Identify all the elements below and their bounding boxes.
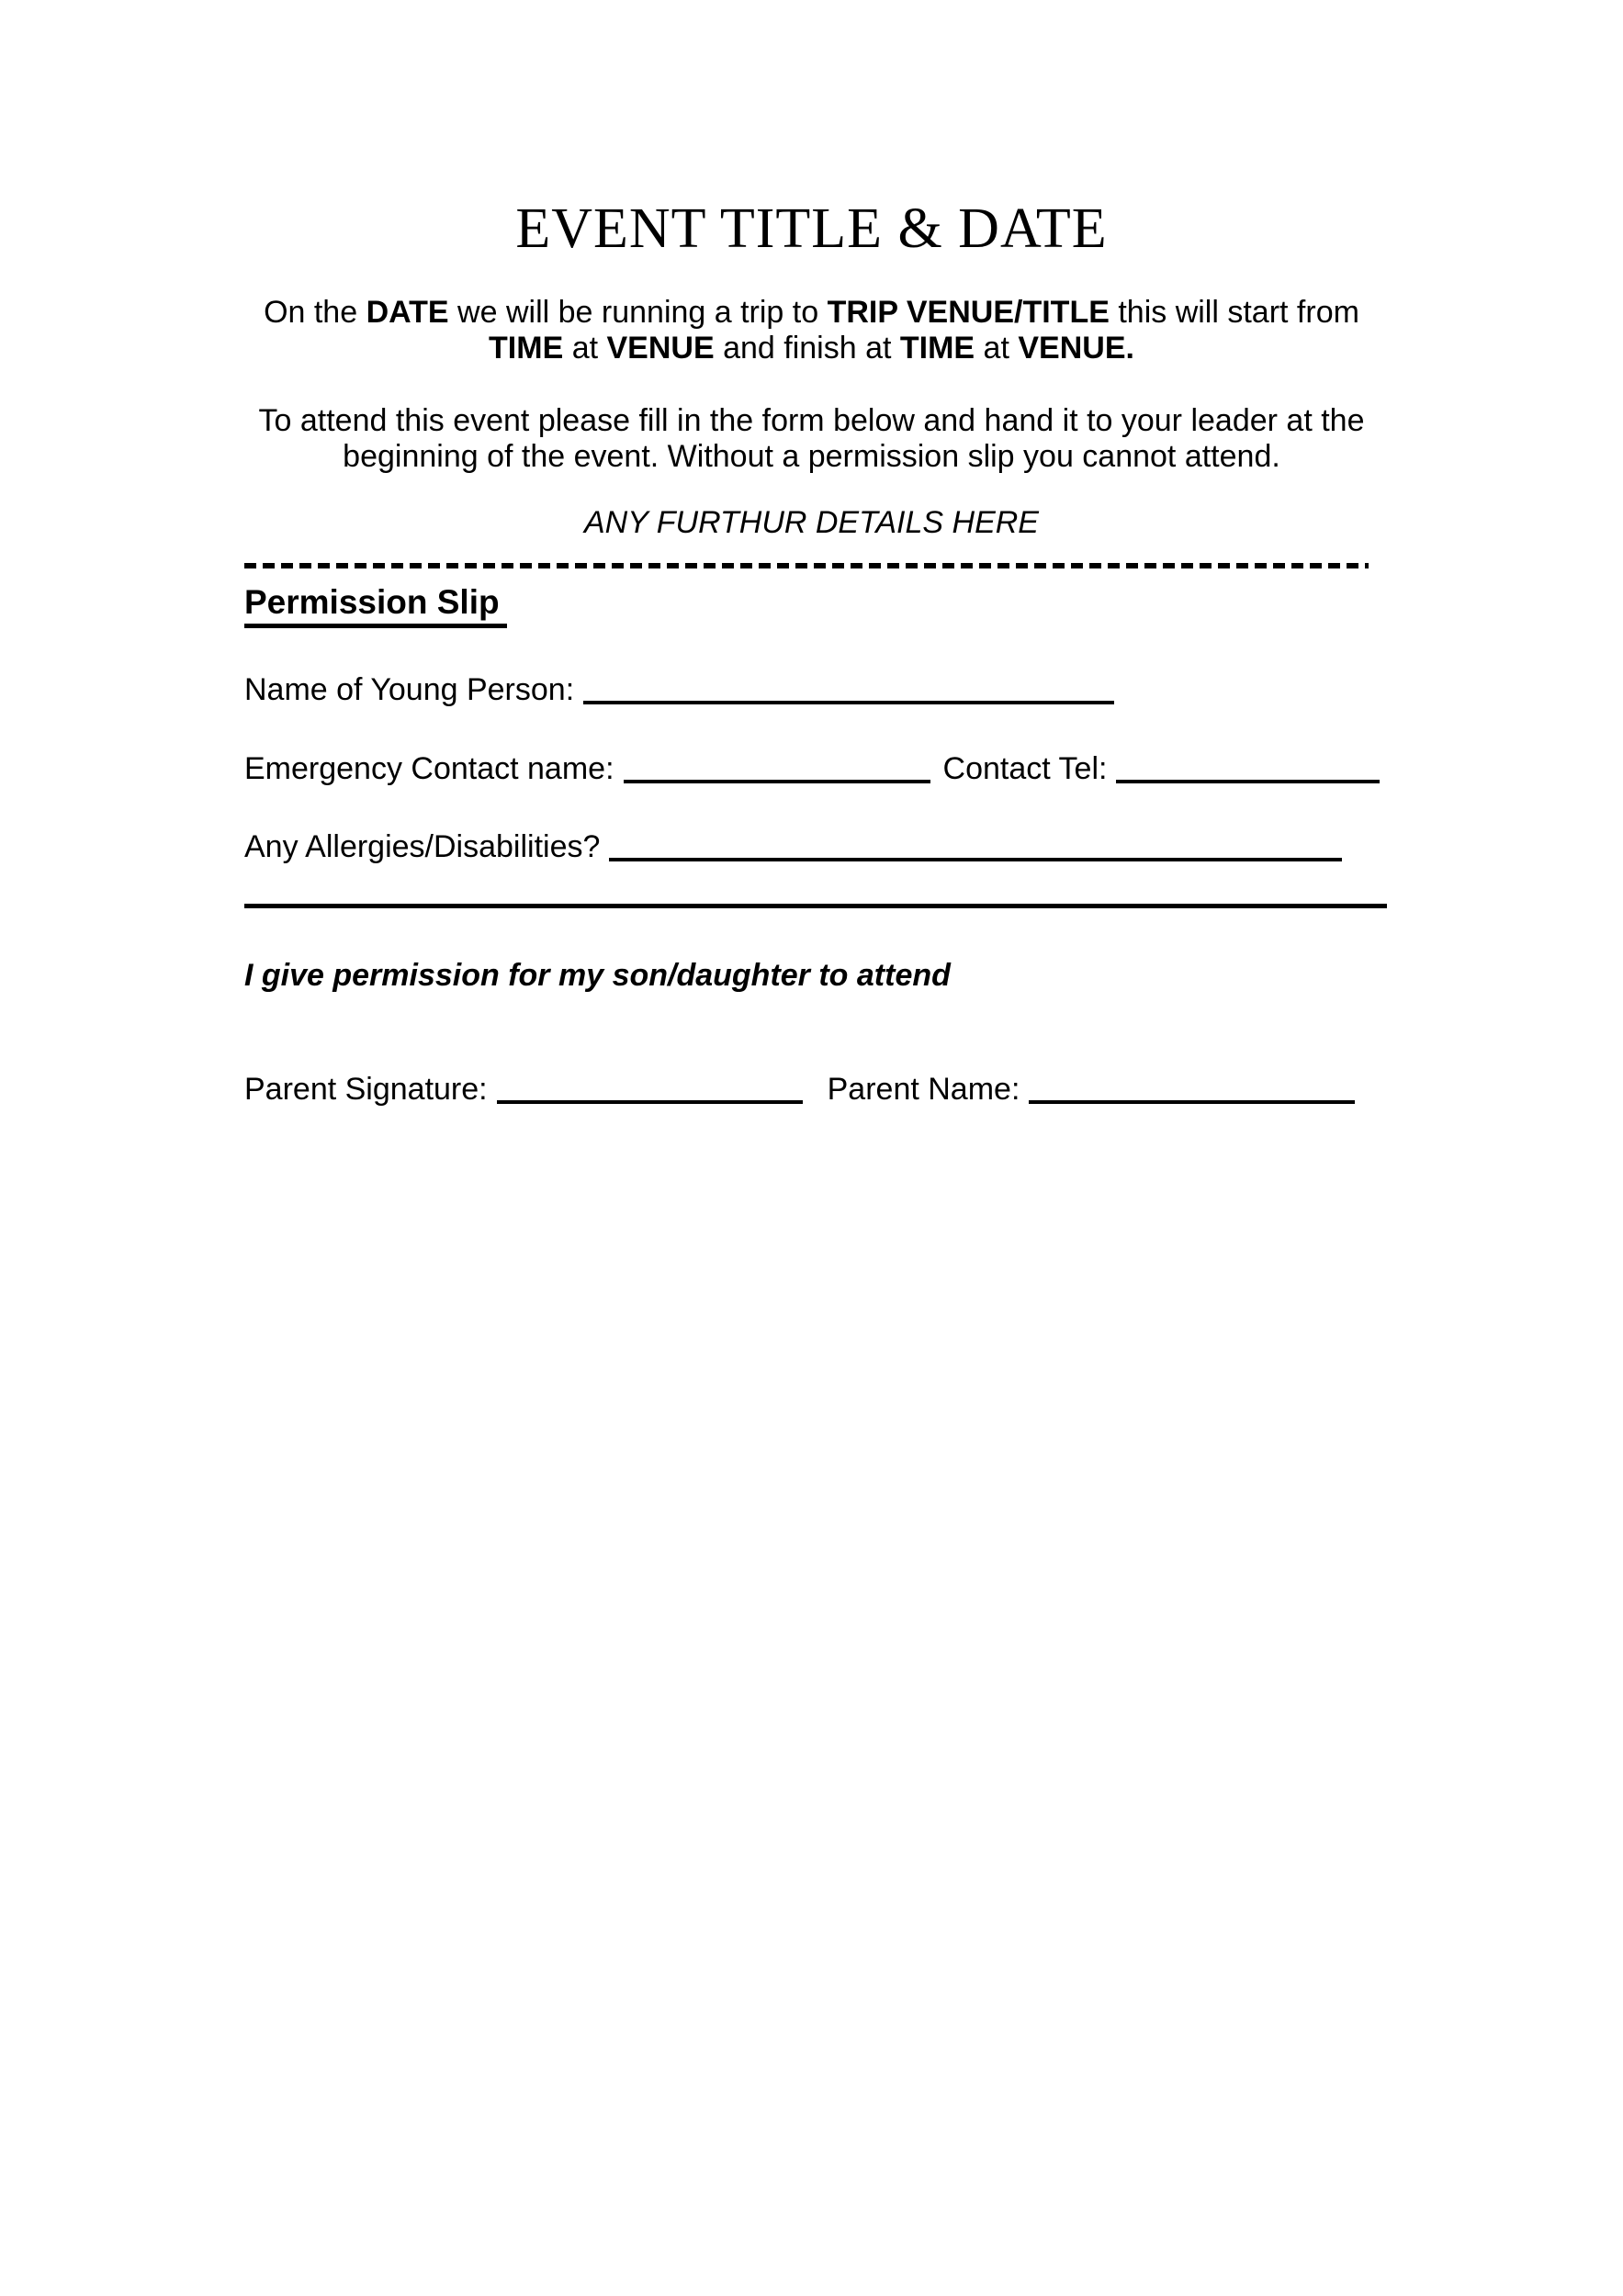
parent-signature-label: Parent Signature:: [244, 1072, 488, 1107]
parent-row: [244, 1069, 1382, 1107]
parent-name-label: Parent Name:: [827, 1072, 1020, 1107]
intro-line-2: TIME at VENUE and finish at TIME at VENUE.: [489, 331, 1134, 366]
parent-name-blank[interactable]: [1029, 1069, 1355, 1104]
attend-instructions-paragraph: [155, 403, 1469, 475]
permission-statement: I give permission for my son/daughter to attend: [244, 958, 951, 993]
intro-paragraph: [155, 295, 1469, 366]
emergency-contact-name-label: Emergency Contact name:: [244, 751, 614, 786]
allergies-disabilities-label: Any Allergies/Disabilities?: [244, 829, 601, 864]
contact-tel-blank[interactable]: [1116, 748, 1380, 783]
attend-line-1: To attend this event please fill in the form below and hand it to your leader at the: [258, 403, 1365, 438]
emergency-contact-row: [244, 748, 1382, 786]
permission-slip-heading: [244, 582, 1382, 628]
section-divider-rule: [244, 904, 1387, 908]
allergies-disabilities-blank[interactable]: [609, 827, 1342, 861]
document-title: EVENT TITLE & DATE: [515, 197, 1108, 260]
dashed-divider: [244, 563, 1369, 568]
further-details-placeholder: ANY FURTHUR DETAILS HERE: [584, 505, 1039, 540]
emergency-contact-name-blank[interactable]: [624, 748, 930, 783]
contact-tel-label: Contact Tel:: [942, 751, 1108, 786]
name-of-young-person-blank[interactable]: [583, 670, 1114, 704]
parent-signature-blank[interactable]: [497, 1069, 803, 1104]
intro-line-1: On the DATE we will be running a trip to TRIP VENUE/TITLE this will start from: [264, 295, 1359, 330]
allergies-row: [244, 827, 1382, 864]
attend-line-2: beginning of the event. Without a permission slip you cannot attend.: [343, 439, 1280, 474]
name-row: [244, 670, 1382, 707]
permission-slip-heading-text: Permission Slip: [244, 582, 507, 628]
name-of-young-person-label: Name of Young Person:: [244, 672, 575, 707]
